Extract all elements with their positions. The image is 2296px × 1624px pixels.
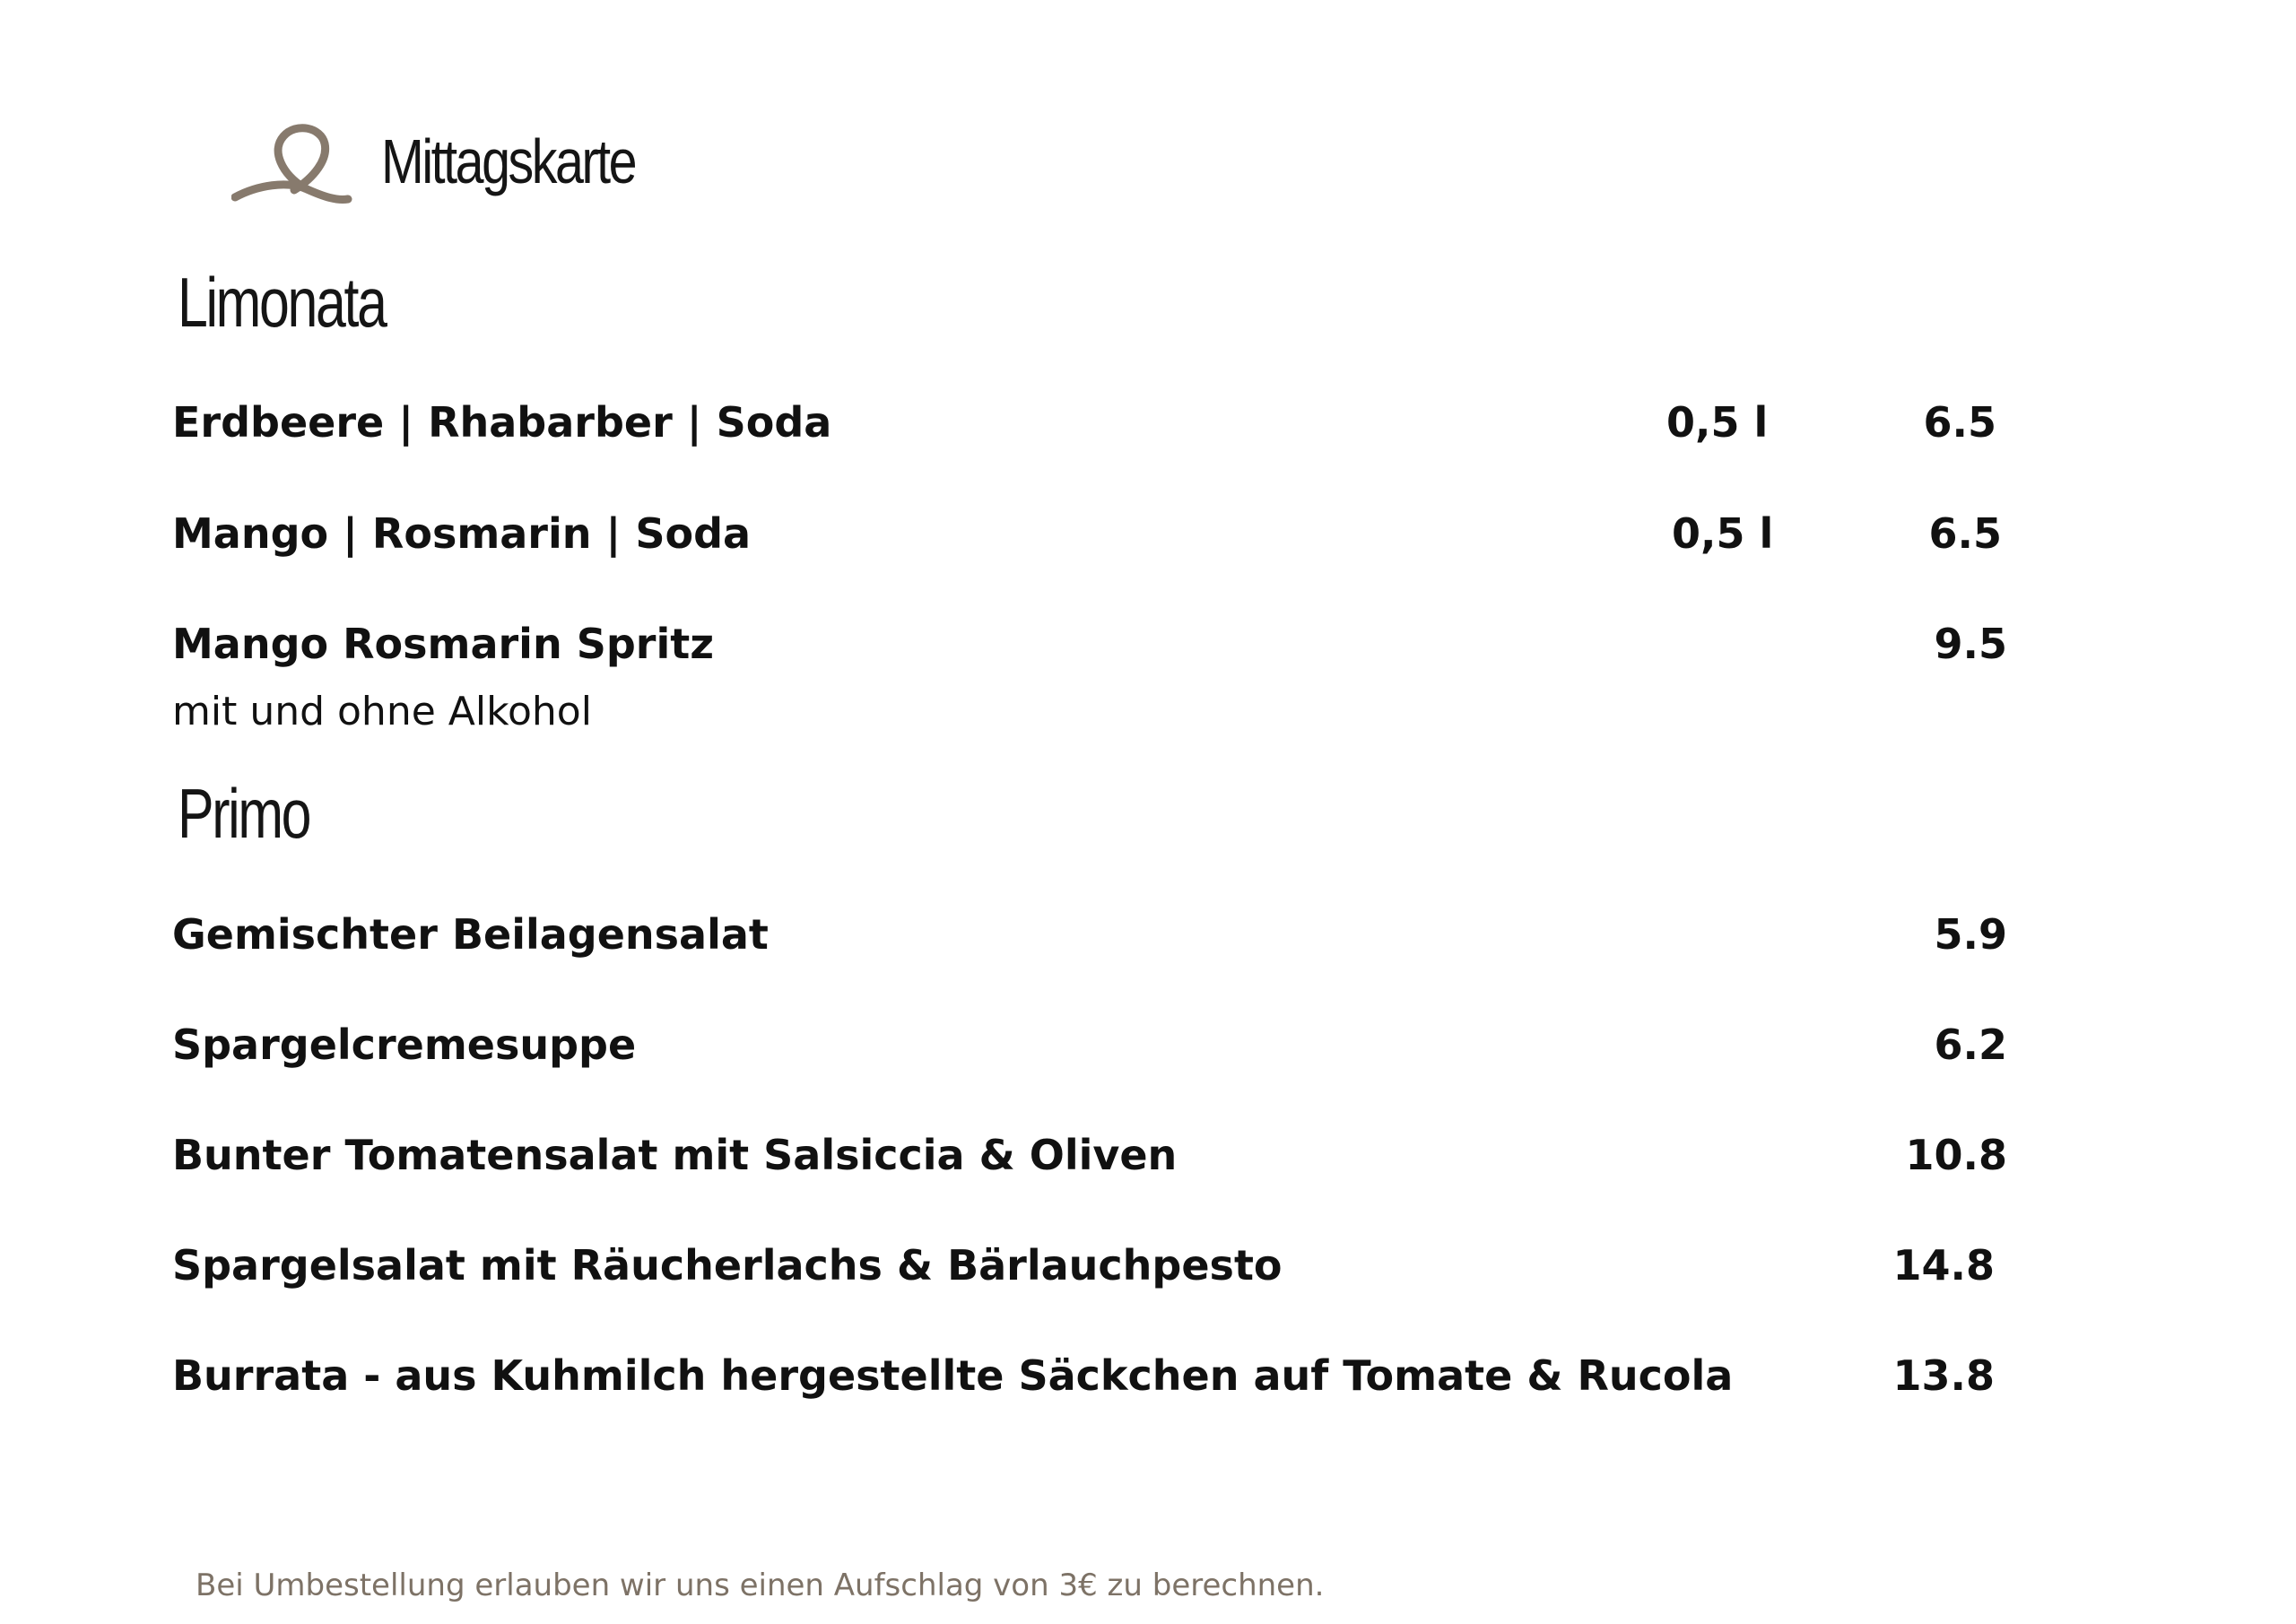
ribbon-loop-icon <box>231 124 353 206</box>
footer-note: Bei Umbestellung erlauben wir uns einen Aufschlag von 3€ zu berechnen. <box>196 1568 1325 1603</box>
item-price: 13.8 <box>1892 1351 1995 1400</box>
item-volume: 0,5 l <box>1672 509 1774 558</box>
item-price: 6.5 <box>1923 398 1996 447</box>
item-name: Mango Rosmarin Spritz <box>172 620 714 668</box>
item-name: Bunter Tomatensalat mit Salsiccia & Oliven <box>172 1131 1178 1179</box>
item-price: 5.9 <box>1934 910 2007 959</box>
section-title-primo: Primo <box>178 774 310 853</box>
item-price: 6.5 <box>1928 509 2002 558</box>
item-name: Erdbeere | Rhabarber | Soda <box>172 398 832 447</box>
section-title-limonata: Limonata <box>178 263 386 342</box>
item-price: 14.8 <box>1892 1241 1995 1290</box>
item-price: 10.8 <box>1905 1131 2007 1179</box>
item-name: Mango | Rosmarin | Soda <box>172 509 752 558</box>
item-volume: 0,5 l <box>1666 398 1769 447</box>
item-price: 6.2 <box>1934 1020 2007 1069</box>
item-name: Burrata - aus Kuhmilch hergestellte Säckchen auf Tomate & Rucola <box>172 1351 1734 1400</box>
item-description: mit und ohne Alkohol <box>172 689 592 734</box>
item-name: Spargelsalat mit Räucherlachs & Bärlauchpesto <box>172 1241 1283 1290</box>
page-title: Mittagskarte <box>381 126 636 196</box>
item-price: 9.5 <box>1934 620 2007 668</box>
item-name: Spargelcremesuppe <box>172 1020 637 1069</box>
item-name: Gemischter Beilagensalat <box>172 910 769 959</box>
